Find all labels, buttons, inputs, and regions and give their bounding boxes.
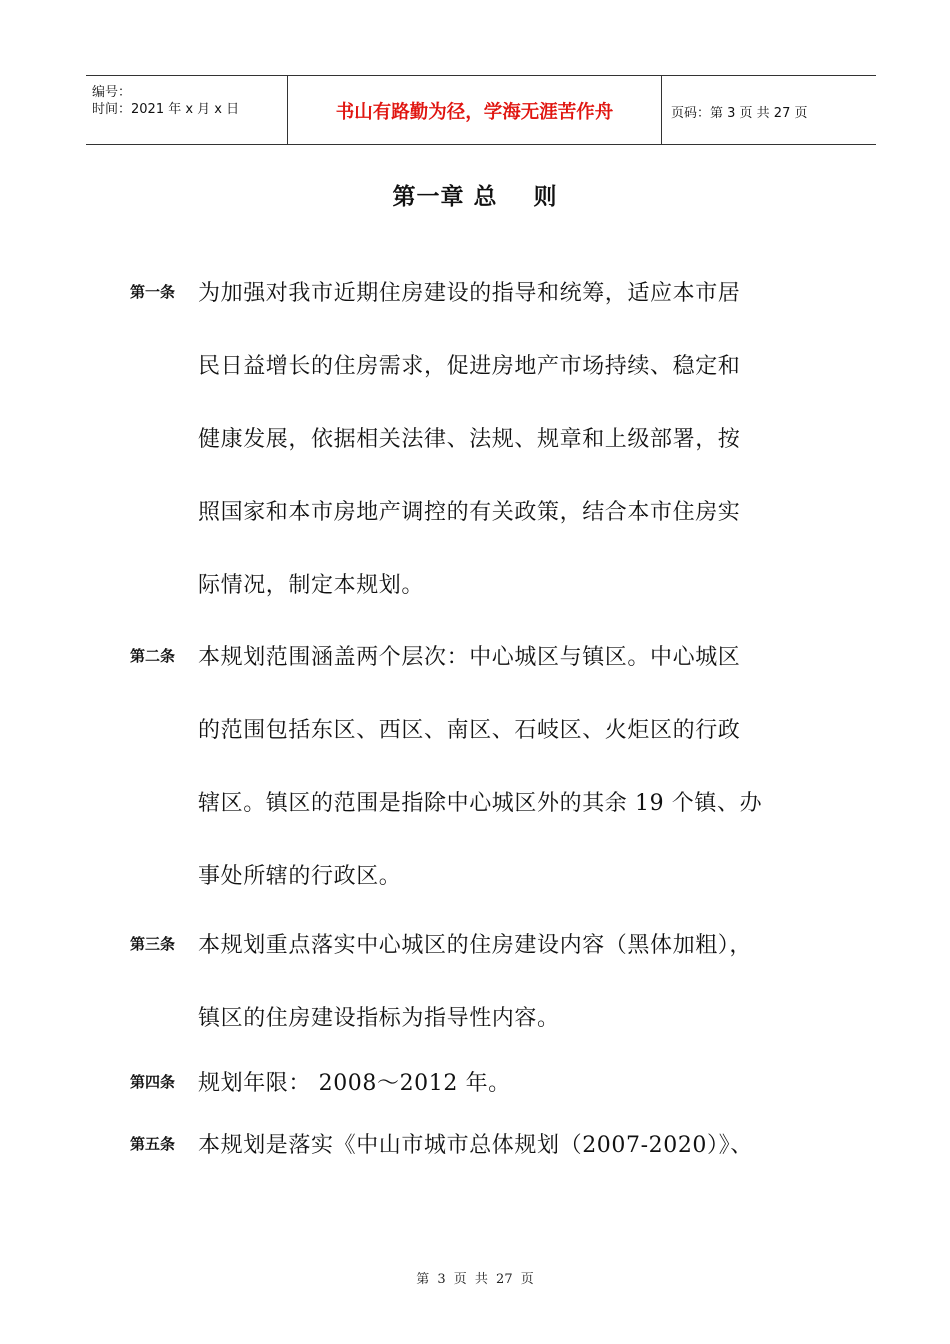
document-number-label: 编号： (92, 85, 132, 100)
article-label: 第四条 (130, 1073, 176, 1091)
article-line: 镇区的住房建设指标为指导性内容。 (198, 1006, 560, 1031)
article-line: 本规划范围涵盖两个层次：中心城区与镇区。中心城区 (198, 645, 741, 670)
article-line: 为加强对我市近期住房建设的指导和统筹，适应本市居 (198, 281, 741, 306)
article-line: 健康发展，依据相关法律、法规、规章和上级部署，按 (198, 427, 741, 452)
article-line: 事处所辖的行政区。 (198, 864, 402, 889)
header-left-cell (86, 76, 287, 144)
article-line: 本规划是落实《中山市城市总体规划（2007-2020）》、 (198, 1133, 753, 1158)
chapter-title: 第一章 总 则 (392, 184, 558, 210)
header-page-cell (661, 76, 876, 144)
header-page-info: 页码：第 3 页 共 27 页 (671, 106, 808, 121)
article-line: 本规划重点落实中心城区的住房建设内容（黑体加粗）， (198, 933, 753, 958)
header-table (86, 75, 876, 145)
article-line: 照国家和本市房地产调控的有关政策，结合本市住房实 (198, 500, 741, 525)
article-line: 民日益增长的住房需求，促进房地产市场持续、稳定和 (198, 354, 741, 379)
article-line: 际情况，制定本规划。 (198, 573, 425, 598)
document-time-label: 时间：2021 年 x 月 x 日 (92, 102, 240, 117)
article-line: 规划年限： 2008～2012 年。 (198, 1071, 511, 1096)
article-line: 辖区。镇区的范围是指除中心城区外的其余 19 个镇、办 (198, 791, 763, 816)
motto-text: 书山有路勤为径，学海无涯苦作舟 (335, 102, 614, 123)
article-label: 第五条 (130, 1135, 176, 1153)
header-motto-cell (287, 76, 662, 144)
article-label: 第二条 (130, 647, 176, 665)
article-label: 第一条 (130, 283, 176, 301)
page-footer: 第 3 页 共 27 页 (416, 1272, 534, 1287)
article-label: 第三条 (130, 935, 176, 953)
article-line: 的范围包括东区、西区、南区、石岐区、火炬区的行政 (198, 718, 741, 743)
